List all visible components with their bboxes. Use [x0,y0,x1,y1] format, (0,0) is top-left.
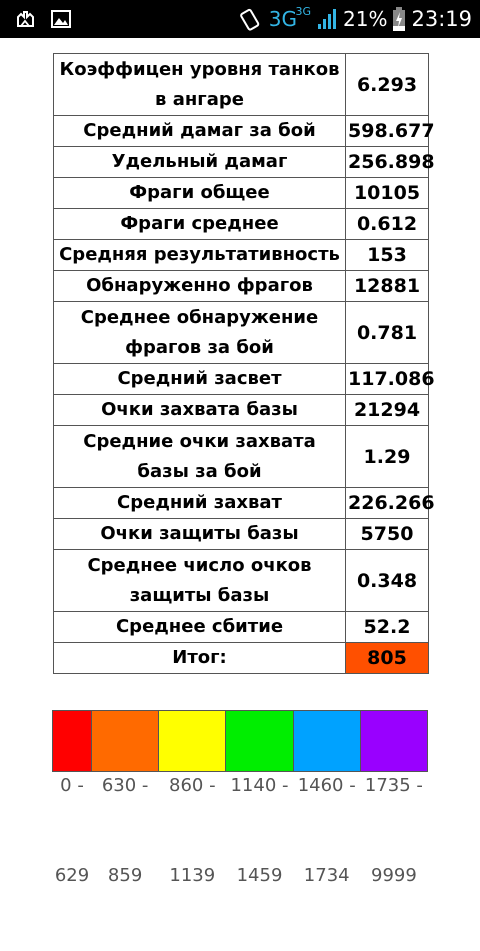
table-row [54,302,429,364]
stat-label: Очки защиты базы [54,519,346,550]
rating-color-legend [52,710,428,886]
total-value: 805 [346,643,429,674]
table-row [54,271,429,302]
gallery-icon [50,8,72,30]
table-row [54,209,429,240]
network-type-label: 3G [268,7,298,31]
stat-label: Средние очки захвата базы за бой [54,426,346,488]
total-row [54,643,429,674]
legend-range-from: 1460 - [297,775,356,796]
stat-label: Среднее число очков защиты базы [54,550,346,612]
table-row [54,364,429,395]
legend-range-to: 629 [54,865,90,886]
stat-label: Средняя результативность [54,240,346,271]
stat-value: 1.29 [346,426,429,488]
legend-range-from: 630 - [101,775,149,796]
network-type-indicator [269,7,311,31]
stat-value: 10105 [346,178,429,209]
legend-range-to: 1139 [169,865,216,886]
battery-percent: 21% [343,7,388,31]
stat-value: 598.677 [346,116,429,147]
clock: 23:19 [411,7,472,31]
stat-label: Средний засвет [54,364,346,395]
stat-value: 226.266 [346,488,429,519]
stat-value: 0.612 [346,209,429,240]
status-bar-right [239,0,472,38]
stat-label: Среднее сбитие [54,612,346,643]
signal-strength-icon [317,8,337,30]
stat-value: 21294 [346,395,429,426]
app-notification-icon [14,8,36,30]
legend-range-to: 1734 [303,865,350,886]
table-row [54,54,429,116]
stat-label: Обнаруженно фрагов [54,271,346,302]
stat-label: Очки захвата базы [54,395,346,426]
table-row [54,240,429,271]
table-row [54,395,429,426]
stat-value: 52.2 [346,612,429,643]
legend-range-from: 1735 - [364,775,423,796]
legend-range-orange [92,711,159,886]
table-row [54,519,429,550]
stat-value: 5750 [346,519,429,550]
legend-range-yellow [159,711,226,886]
stat-label: Фраги среднее [54,209,346,240]
stat-value: 0.781 [346,302,429,364]
table-row [54,550,429,612]
battery-charging-icon [393,7,405,31]
stats-table [53,53,435,674]
legend-range-to: 859 [107,865,143,886]
stat-label: Удельный дамаг [54,147,346,178]
status-bar [0,0,480,38]
legend-range-from: 0 - [60,775,84,796]
stat-value: 153 [346,240,429,271]
stat-value: 6.293 [346,54,429,116]
legend-range-from: 860 - [169,775,216,796]
table-row [54,612,429,643]
legend-range-red [53,711,92,886]
stat-label: Средний захват [54,488,346,519]
table-row [54,426,429,488]
stat-value: 0.348 [346,550,429,612]
stat-label: Средний дамаг за бой [54,116,346,147]
stat-label: Коэффицен уровня танков в ангаре [54,54,346,116]
stat-label: Фраги общее [54,178,346,209]
total-label: Итог: [54,643,346,674]
stat-label: Среднее обнаружение фрагов за бой [54,302,346,364]
network-type-superscript: 3G [295,5,312,18]
stat-value: 12881 [346,271,429,302]
stat-value: 256.898 [346,147,429,178]
table-row [54,147,429,178]
table-row [54,178,429,209]
legend-range-blue [294,711,361,886]
table-row [54,116,429,147]
legend-range-from: 1140 - [230,775,289,796]
legend-range-to: 1459 [236,865,283,886]
screen-rotation-icon [239,7,263,31]
legend-range-to: 9999 [371,865,417,886]
stat-value: 117.086 [346,364,429,395]
table-row [54,488,429,519]
legend-range-purple [361,711,427,886]
legend-range-green [226,711,293,886]
